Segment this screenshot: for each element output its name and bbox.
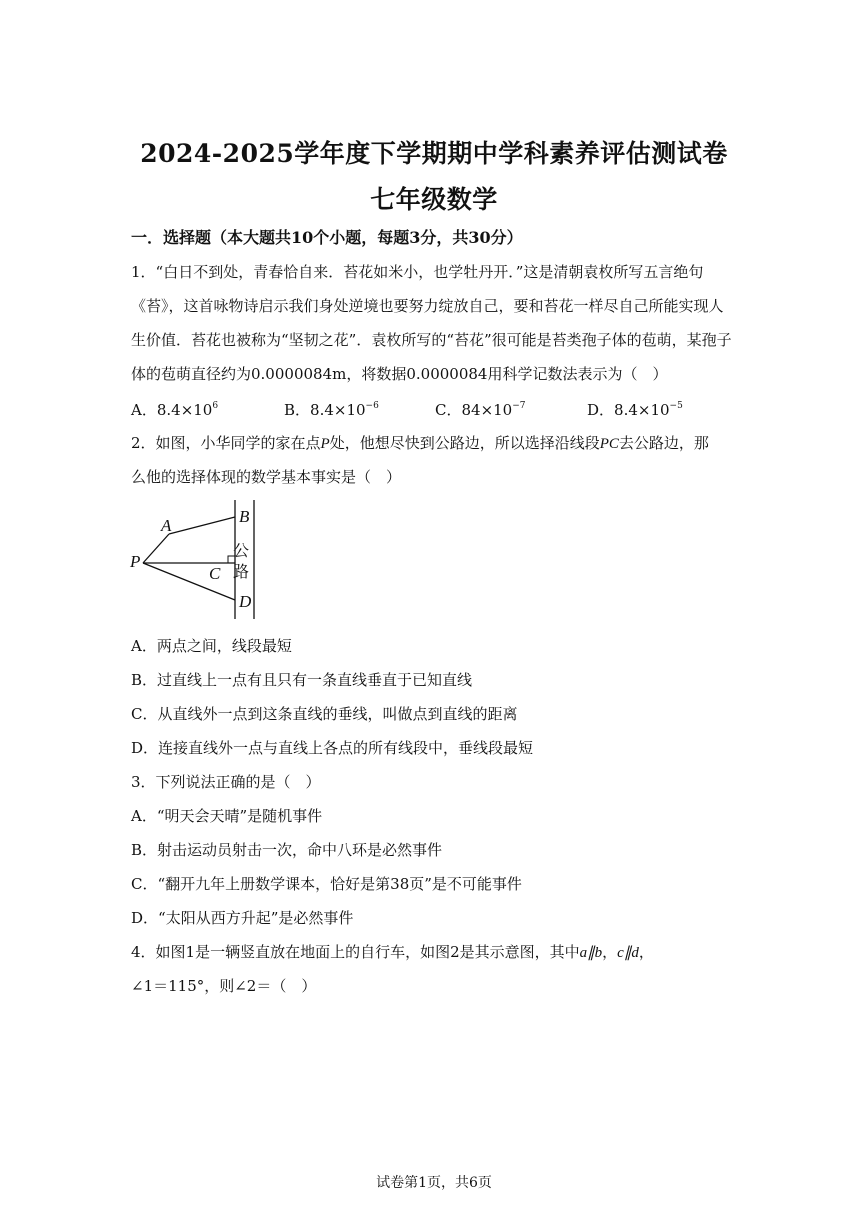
exam-subtitle: 七年级数学 (370, 185, 498, 214)
q3-option-c[interactable]: C．“翻开九年上册数学课本，恰好是第38页”是不可能事件 (131, 875, 522, 893)
label-a: A (161, 516, 172, 535)
option-exponent: 6 (212, 401, 219, 411)
q1-option-c[interactable] (435, 399, 526, 420)
option-base: 8.4×10 (156, 401, 213, 419)
segment-pc-ref: PC (599, 436, 619, 452)
option-label: A． (131, 401, 157, 419)
relation-a-parallel-b: a∥b (579, 945, 603, 961)
q2-option-d[interactable]: D．连接直线外一点与直线上各点的所有线段中，垂线段最短 (131, 739, 534, 757)
label-p: P (130, 552, 141, 571)
segment-pd (143, 563, 235, 600)
q4-line-2: ∠1＝115°，则∠2＝（ ） (131, 977, 317, 995)
exam-title: 2024-2025学年度下学期期中学科素养评估测试卷 (140, 139, 728, 168)
q4-end: ， (638, 943, 654, 961)
q3-option-d[interactable]: D．“太阳从西方升起”是必然事件 (131, 909, 354, 927)
q1-line-3: 生价值．苔花也被称为“坚韧之花”．袁枚所写的“苔花”很可能是苔类孢子体的苞萌，某孢子 (131, 331, 732, 349)
q4-separator: ， (602, 943, 618, 961)
segment-ab (169, 517, 235, 534)
q4-text-pre: 4．如图1是一辆竖直放在地面上的自行车，如图2是其示意图，其中 (131, 943, 580, 961)
q3-option-a[interactable]: A．“明天会天晴”是随机事件 (131, 807, 323, 825)
label-d: D (239, 592, 252, 611)
q3-stem: 3．下列说法正确的是（ ） (131, 773, 321, 791)
q1-line-2: 《苔》，这首咏物诗启示我们身处逆境也要努力绽放自己，要和苔花一样尽自己所能实现人 (131, 297, 724, 315)
segment-pa (143, 534, 169, 563)
q2-line-1 (131, 433, 709, 454)
option-base: 8.4×10 (310, 401, 366, 419)
page-footer: 试卷第1页，共6页 (376, 1175, 492, 1191)
point-p-ref: P (320, 436, 330, 452)
q1-option-a[interactable] (131, 399, 218, 420)
q1-line-4: 体的苞萌直径约为0.0000084m，将数据0.0000084用科学记数法表示为（ ） (131, 365, 668, 383)
q2-text-mid: 处，他想尽快到公路边，所以选择沿线段 (329, 434, 600, 452)
option-label: D． (587, 401, 615, 419)
road-label-2: 路 (233, 562, 250, 581)
option-base: 84×10 (461, 401, 513, 419)
q2-text-post: 去公路边，那 (618, 434, 709, 452)
road-label-1: 公 (233, 541, 250, 560)
section-heading: 一．选择题（本大题共10个小题，每题3分，共30分） (131, 228, 523, 247)
q2-figure (124, 497, 274, 627)
option-exponent: −7 (512, 401, 526, 411)
option-base: 8.4×10 (614, 401, 670, 419)
option-label: B． (284, 401, 311, 419)
q2-text-pre: 2．如图，小华同学的家在点 (131, 434, 321, 452)
option-exponent: −5 (669, 401, 683, 411)
option-label: C． (435, 401, 462, 419)
q2-line-2: 么他的选择体现的数学基本事实是（ ） (131, 468, 402, 486)
q1-option-b[interactable] (284, 399, 379, 420)
q1-option-d[interactable] (587, 399, 683, 420)
option-exponent: −6 (365, 401, 379, 411)
q1-line-1: 1．“白日不到处，青春恰自来．苔花如米小，也学牡丹开．”这是清朝袁枚所写五言绝句 (131, 263, 704, 281)
q2-option-c[interactable]: C．从直线外一点到这条直线的垂线，叫做点到直线的距离 (131, 705, 518, 723)
label-b: B (239, 507, 250, 526)
q2-option-a[interactable]: A．两点之间，线段最短 (131, 637, 292, 655)
q4-line-1 (131, 942, 654, 963)
q3-option-b[interactable]: B．射击运动员射击一次，命中八环是必然事件 (131, 841, 443, 859)
relation-c-parallel-d: c∥d (617, 945, 639, 961)
label-c: C (209, 564, 221, 583)
q2-option-b[interactable]: B．过直线上一点有且只有一条直线垂直于已知直线 (131, 671, 473, 689)
